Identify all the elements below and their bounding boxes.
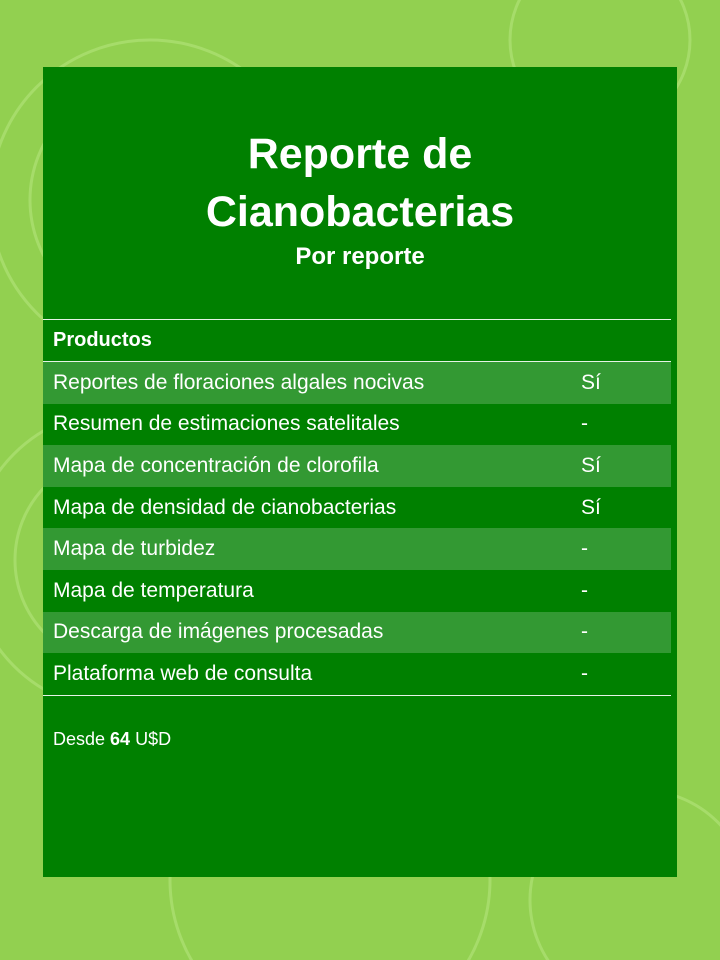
table-row bbox=[43, 653, 671, 695]
products-table bbox=[43, 319, 671, 696]
product-name: Mapa de densidad de cianobacterias bbox=[53, 495, 397, 519]
product-value: - bbox=[581, 412, 588, 436]
table-header: Productos bbox=[53, 329, 152, 351]
card-subtitle: Por reporte bbox=[295, 243, 425, 270]
product-name: Descarga de imágenes procesadas bbox=[53, 620, 384, 644]
price-amount: 64 bbox=[110, 729, 131, 749]
product-name: Reportes de floraciones algales nocivas bbox=[53, 370, 425, 394]
card-header bbox=[43, 125, 677, 273]
product-value: - bbox=[581, 537, 588, 561]
price-label bbox=[53, 729, 171, 750]
table-row bbox=[43, 570, 671, 612]
product-name: Mapa de concentración de clorofila bbox=[53, 453, 379, 477]
product-value: - bbox=[581, 661, 588, 685]
table-bottom-divider bbox=[43, 695, 671, 696]
product-value: Sí bbox=[581, 495, 601, 519]
product-value: Sí bbox=[581, 370, 601, 394]
table-row bbox=[43, 612, 671, 654]
card-title-line-1: Reporte de bbox=[247, 130, 473, 178]
pricing-card bbox=[43, 67, 677, 877]
table-row bbox=[43, 528, 671, 570]
product-name: Mapa de temperatura bbox=[53, 578, 254, 602]
product-name: Plataforma web de consulta bbox=[53, 661, 313, 685]
table-row bbox=[43, 487, 671, 529]
price-prefix: Desde bbox=[53, 729, 106, 749]
price-currency: U$D bbox=[135, 729, 172, 749]
table-row bbox=[43, 362, 671, 404]
table-row bbox=[43, 404, 671, 446]
product-value: - bbox=[581, 578, 588, 602]
product-value: - bbox=[581, 620, 588, 644]
product-value: Sí bbox=[581, 453, 601, 477]
card-title-line-2: Cianobacterias bbox=[205, 188, 515, 236]
product-name: Mapa de turbidez bbox=[53, 537, 216, 561]
table-row bbox=[43, 445, 671, 487]
product-name: Resumen de estimaciones satelitales bbox=[53, 412, 400, 436]
